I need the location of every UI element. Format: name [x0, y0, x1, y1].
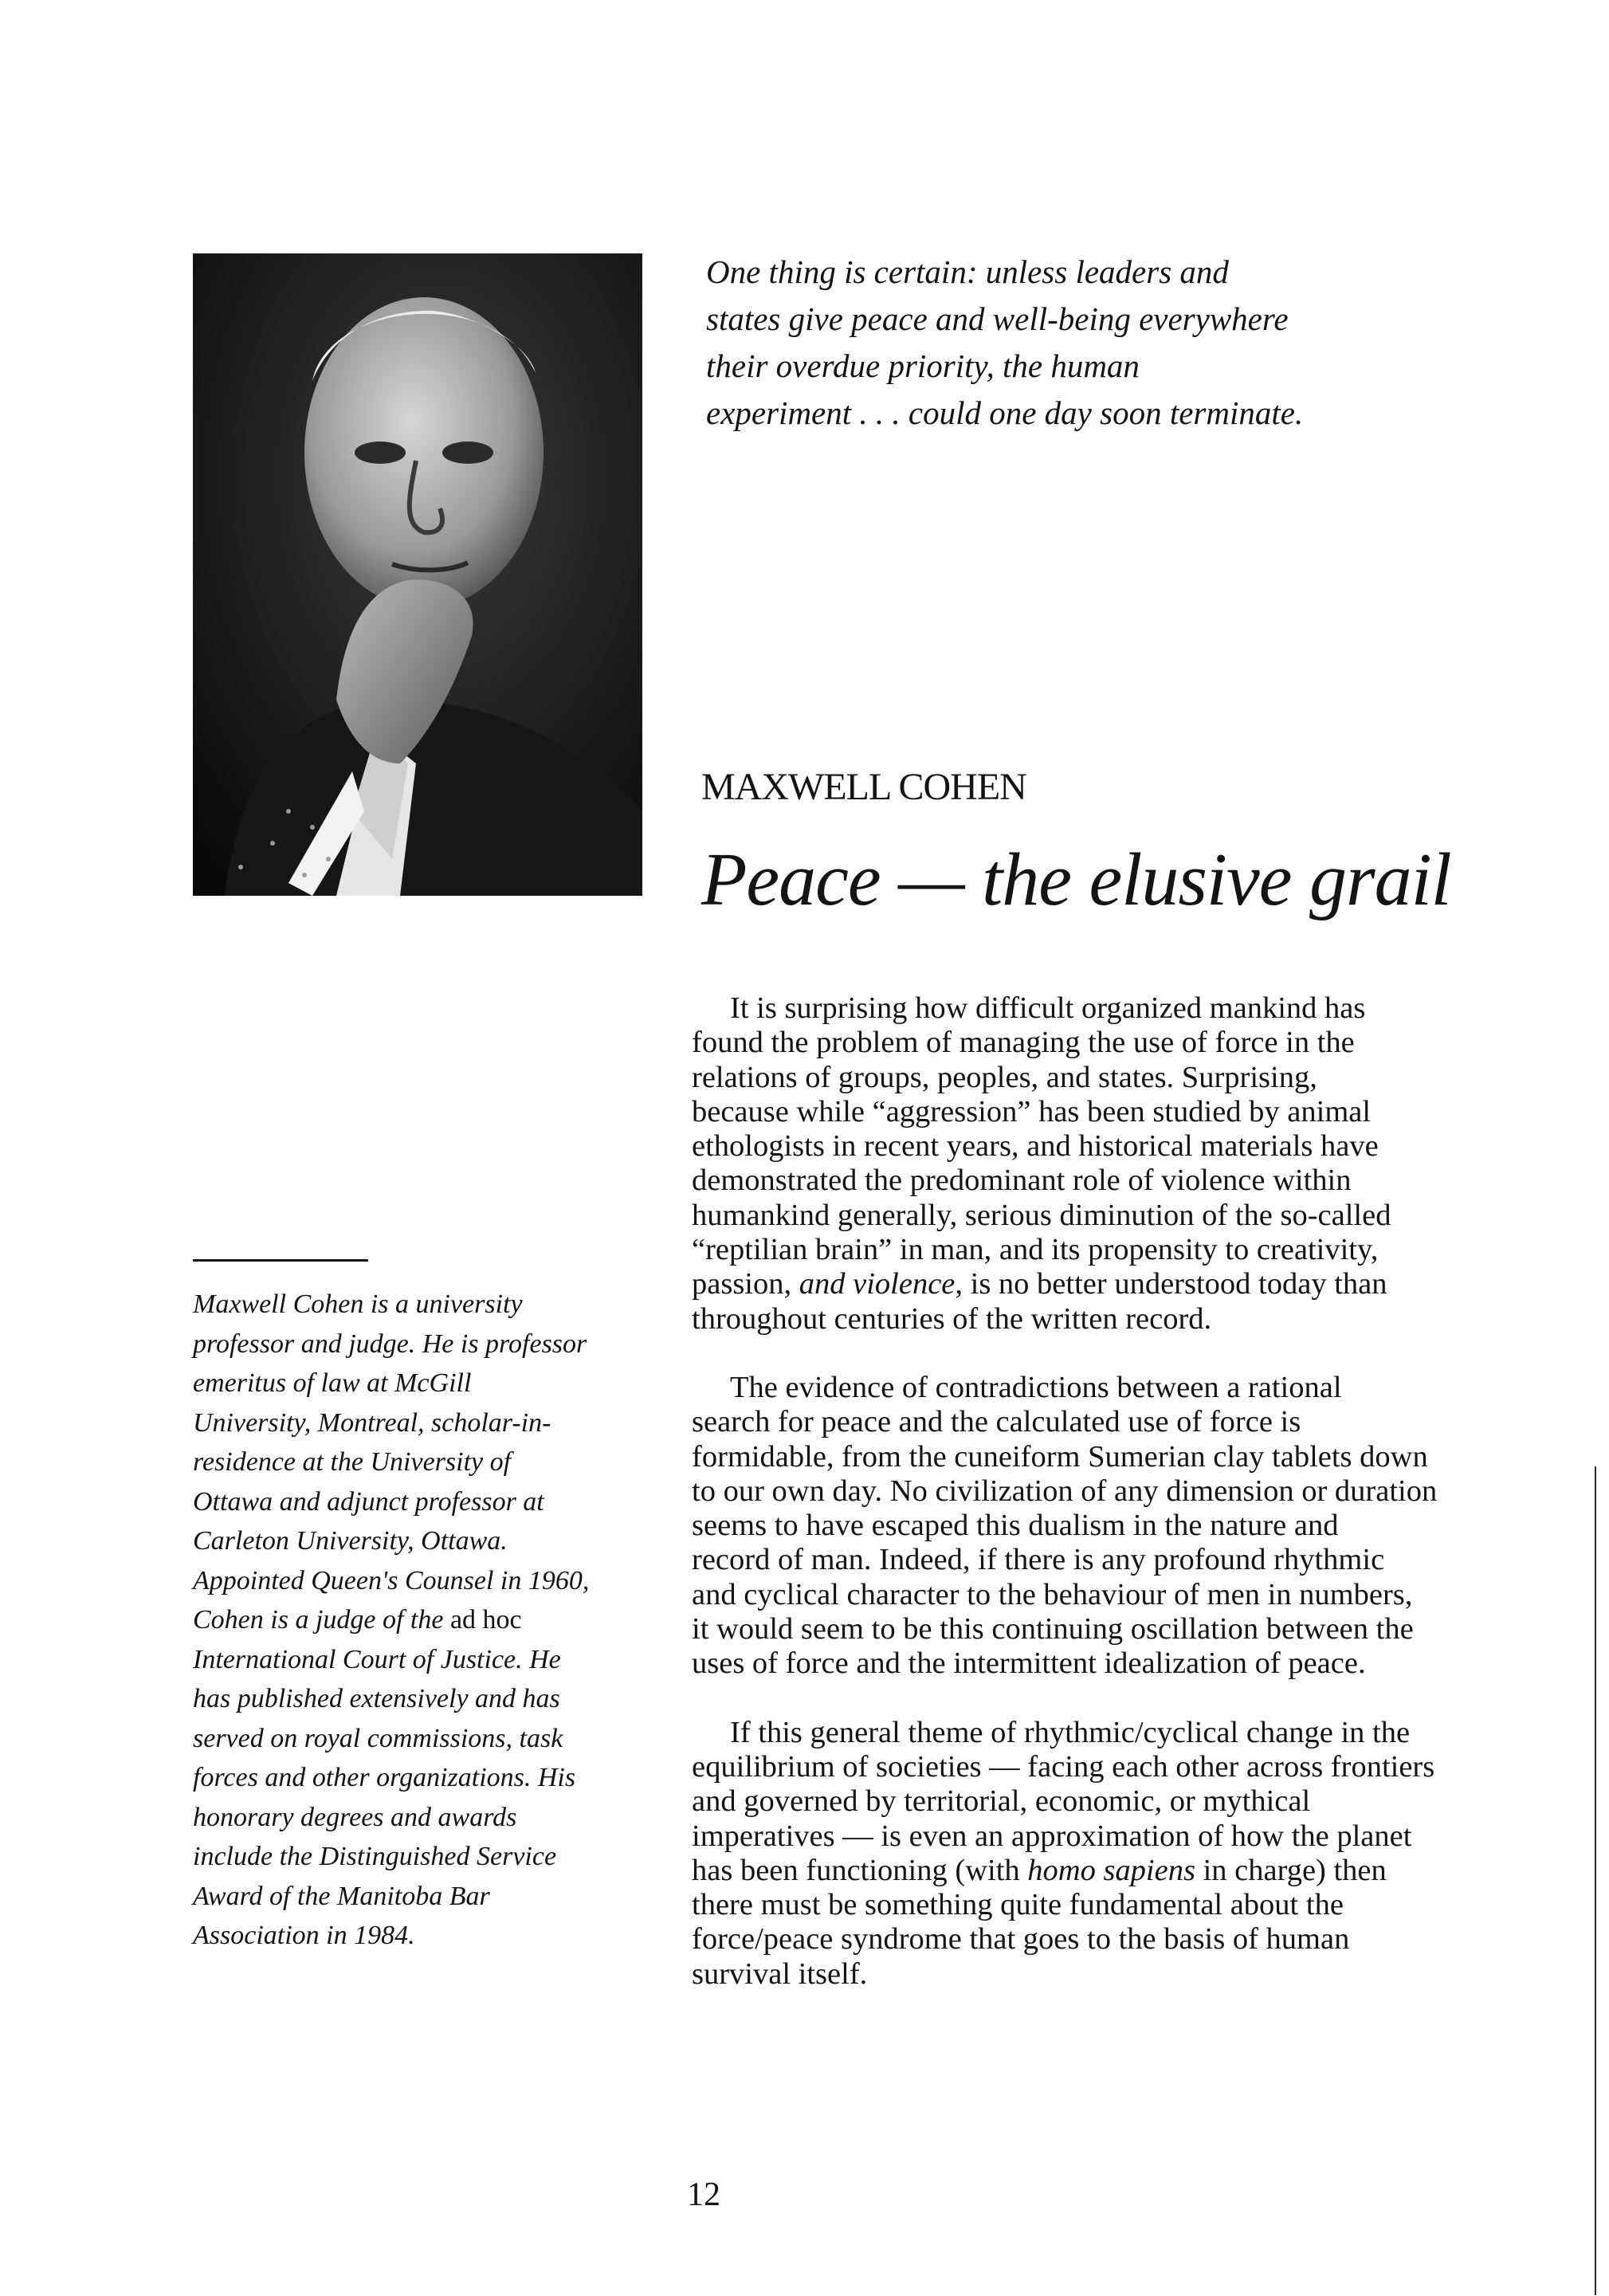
author-bio [193, 1285, 623, 1956]
body-text: , is no better understood today than [955, 1267, 1387, 1301]
body-emphasis: homo sapiens [1027, 1853, 1195, 1887]
bio-line: forces and other organizations. His [193, 1763, 576, 1792]
body-line: search for peace and the calculated use of force is [692, 1405, 1301, 1439]
bio-line: residence at the University of [193, 1447, 512, 1477]
page-number: 12 [687, 2176, 720, 2213]
body-line: force/peace syndrome that goes to the basis of human [692, 1922, 1350, 1957]
body-line: The evidence of contradictions between a rational [730, 1370, 1342, 1404]
body-paragraph-3 [692, 1716, 1505, 1992]
body-line: throughout centuries of the written record. [692, 1301, 1212, 1336]
pull-quote [706, 249, 1423, 437]
page-edge-line [1595, 1466, 1596, 2295]
body-text: in charge) then [1195, 1853, 1387, 1887]
bio-divider [193, 1259, 368, 1262]
body-line: demonstrated the predominant role of violence within [692, 1164, 1352, 1198]
bio-line: Carleton University, Ottawa. [193, 1526, 508, 1556]
body-line: If this general theme of rhythmic/cyclical change in the [730, 1715, 1411, 1749]
bio-line: Appointed Queen's Counsel in 1960, [193, 1565, 590, 1595]
bio-line: Maxwell Cohen is a university [193, 1289, 523, 1319]
bio-upright-term: ad hoc [449, 1605, 522, 1635]
bio-line: Ottawa and adjunct professor at [193, 1486, 544, 1517]
portrait-illustration [193, 253, 642, 896]
body-line: ethologists in recent years, and historical materials have [692, 1129, 1379, 1164]
body-text: has been functioning (with [692, 1853, 1028, 1887]
bio-line [193, 1600, 623, 1640]
bio-line: University, Montreal, scholar-in- [193, 1407, 551, 1438]
author-portrait-photo [193, 253, 642, 896]
body-text: passion, [692, 1267, 799, 1301]
bio-line: emeritus of law at McGill [193, 1368, 472, 1398]
body-line [692, 1854, 1505, 1888]
article-title: Peace — the elusive grail [701, 838, 1451, 921]
body-line: record of man. Indeed, if there is any profound rhythmic [692, 1543, 1385, 1577]
body-line: relations of groups, peoples, and states. Surprising, [692, 1060, 1317, 1094]
body-paragraph-2 [692, 1371, 1505, 1682]
body-emphasis: and violence [799, 1267, 956, 1301]
bio-line: has published extensively and has [193, 1684, 560, 1713]
body-line: It is surprising how difficult organized mankind has [730, 991, 1366, 1025]
body-line: equilibrium of societies — facing each other across frontiers [692, 1749, 1435, 1784]
body-paragraph-1 [692, 991, 1505, 1336]
article-body [692, 991, 1505, 2026]
body-line: and governed by territorial, economic, or mythical [692, 1784, 1311, 1819]
bio-line: honorary degrees and awards [193, 1802, 517, 1832]
bio-line: Award of the Manitoba Bar [193, 1881, 490, 1911]
bio-line: served on royal commissions, task [193, 1723, 563, 1753]
bio-line: International Court of Justice. He [193, 1644, 561, 1674]
body-line: imperatives — is even an approximation of how the planet [692, 1819, 1412, 1853]
bio-line: Association in 1984. [193, 1921, 415, 1950]
bio-text: Cohen is a judge of the [193, 1605, 450, 1635]
author-name: MAXWELL COHEN [701, 766, 1026, 808]
pull-quote-line: One thing is certain: unless leaders and [706, 253, 1229, 290]
bio-line: professor and judge. He is professor [193, 1329, 587, 1359]
body-line: survival itself. [692, 1957, 868, 1991]
body-line: “reptilian brain” in man, and its propensity to creativity, [692, 1233, 1379, 1267]
body-line: there must be something quite fundamental about the [692, 1888, 1344, 1922]
body-line [692, 1267, 1505, 1301]
body-line: formidable, from the cuneiform Sumerian clay tablets down [692, 1439, 1428, 1474]
body-line: uses of force and the intermittent idealization of peace. [692, 1646, 1366, 1681]
body-line: seems to have escaped this dualism in the nature and [692, 1509, 1339, 1543]
body-line: humankind generally, serious diminution of the so-called [692, 1198, 1391, 1232]
body-line: found the problem of managing the use of force in the [692, 1026, 1355, 1060]
pull-quote-line: experiment . . . could one day soon terminate. [706, 394, 1304, 431]
body-line: because while “aggression” has been studied by animal [692, 1094, 1372, 1128]
body-line: and cyclical character to the behaviour of men in numbers, [692, 1577, 1413, 1611]
bio-line: include the Distinguished Service [193, 1842, 557, 1871]
body-line: it would seem to be this continuing oscillation between the [692, 1612, 1414, 1646]
pull-quote-line: states give peace and well-being everywhere [706, 300, 1289, 337]
body-line: to our own day. No civilization of any dimension or duration [692, 1474, 1438, 1508]
pull-quote-line: their overdue priority, the human [706, 347, 1140, 384]
